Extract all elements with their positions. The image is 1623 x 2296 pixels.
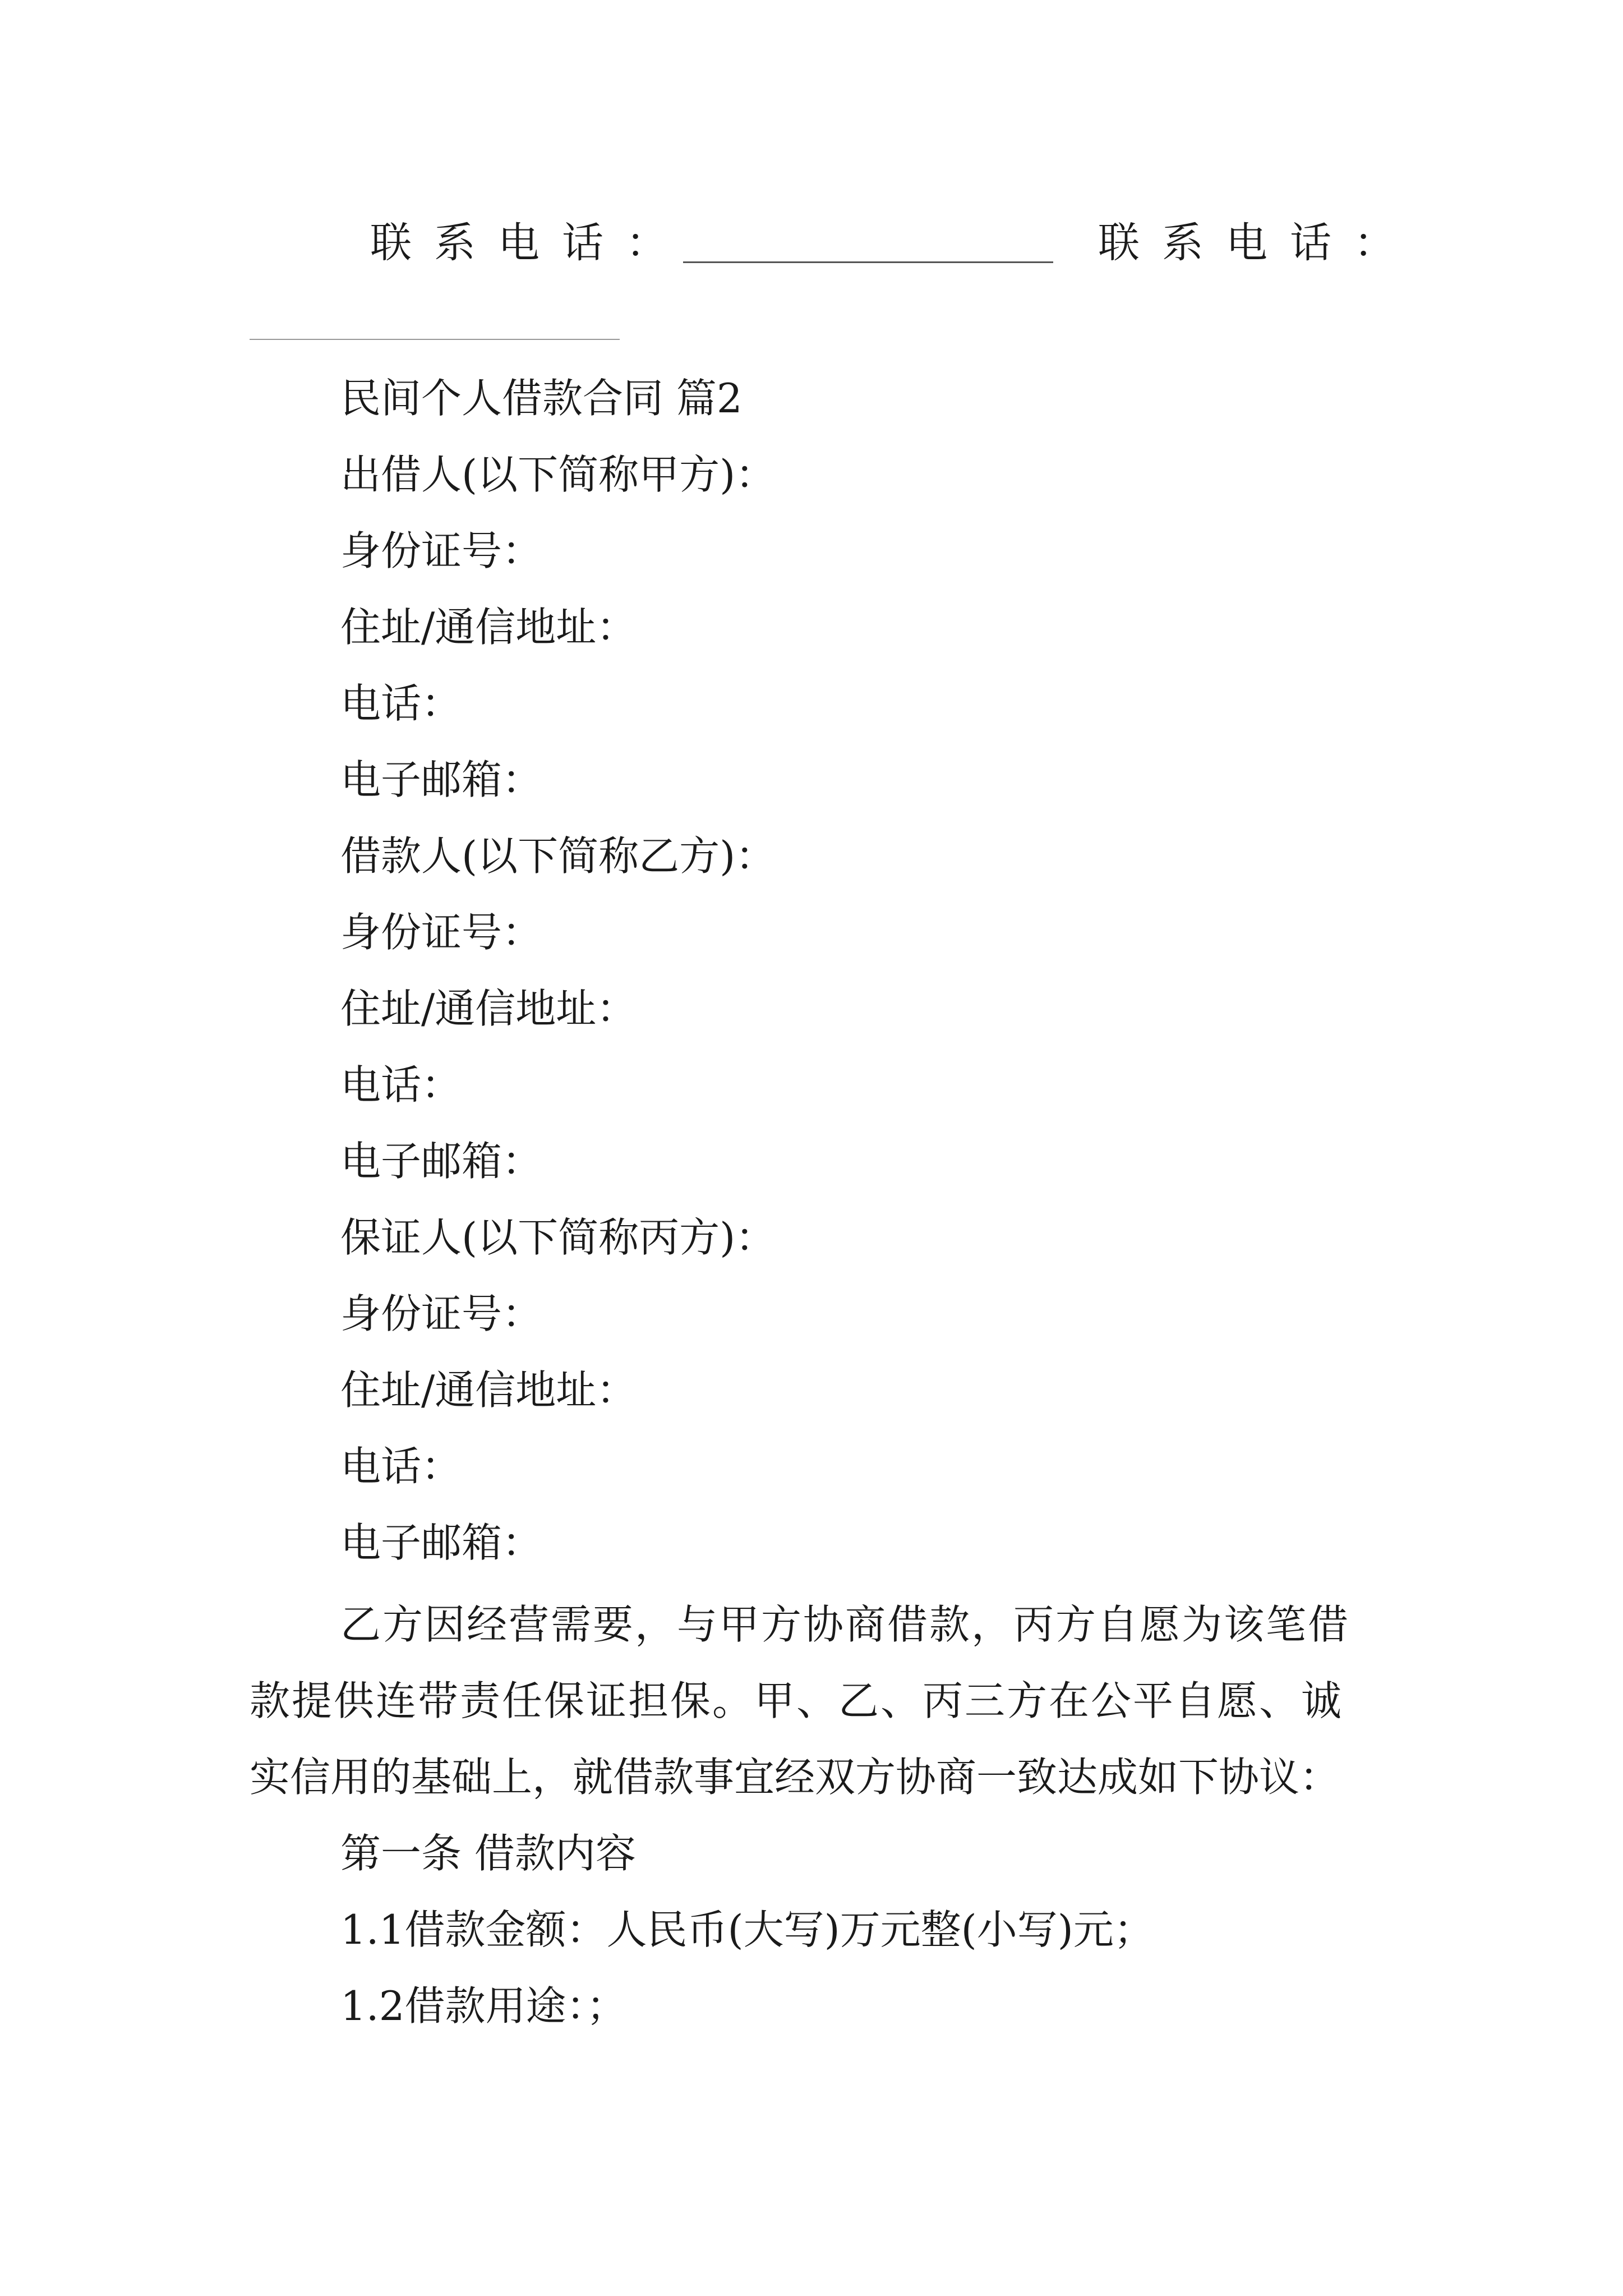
lender-address: 住址/通信地址： [340,604,637,651]
guarantor-title: 保证人(以下简称丙方)： [340,1214,776,1261]
contact-phone-label-right: 联系电话： [1098,219,1418,267]
lender-phone: 电话： [340,680,462,727]
borrower-address: 住址/通信地址： [340,985,637,1032]
contact-phone-blank-right [250,339,620,340]
contact-phone-blank-left [683,261,1053,263]
borrower-title: 借款人(以下简称乙方)： [340,832,776,880]
contact-phone-label-left: 联系电话： [370,219,690,267]
lender-email: 电子邮箱： [340,756,543,803]
borrower-id: 身份证号： [340,909,543,956]
guarantor-phone: 电话： [340,1443,462,1490]
guarantor-email: 电子邮箱： [340,1519,543,1566]
article-1-title: 第一条 借款内容 [340,1830,636,1877]
intro-line-2: 款提供连带责任保证担保。甲、乙、丙三方在公平自愿、诚 [250,1677,1344,1724]
guarantor-id: 身份证号： [340,1290,543,1337]
article-1-item-2: 1.2借款用途：； [340,1982,627,2030]
lender-title: 出借人(以下简称甲方)： [340,451,776,498]
intro-line-3: 实信用的基础上，就借款事宜经双方协商一致达成如下协议： [250,1754,1340,1801]
lender-id: 身份证号： [340,527,543,574]
guarantor-address: 住址/通信地址： [340,1366,637,1414]
article-1-item-1: 1.1借款金额：人民币(大写)万元整(小写)元； [340,1906,1154,1953]
intro-line-1: 乙方因经营需要，与甲方协商借款，丙方自愿为该笔借 [340,1601,1350,1648]
contract-heading: 民间个人借款合同 篇2 [340,375,743,422]
borrower-phone: 电话： [340,1061,462,1108]
borrower-email: 电子邮箱： [340,1138,543,1185]
